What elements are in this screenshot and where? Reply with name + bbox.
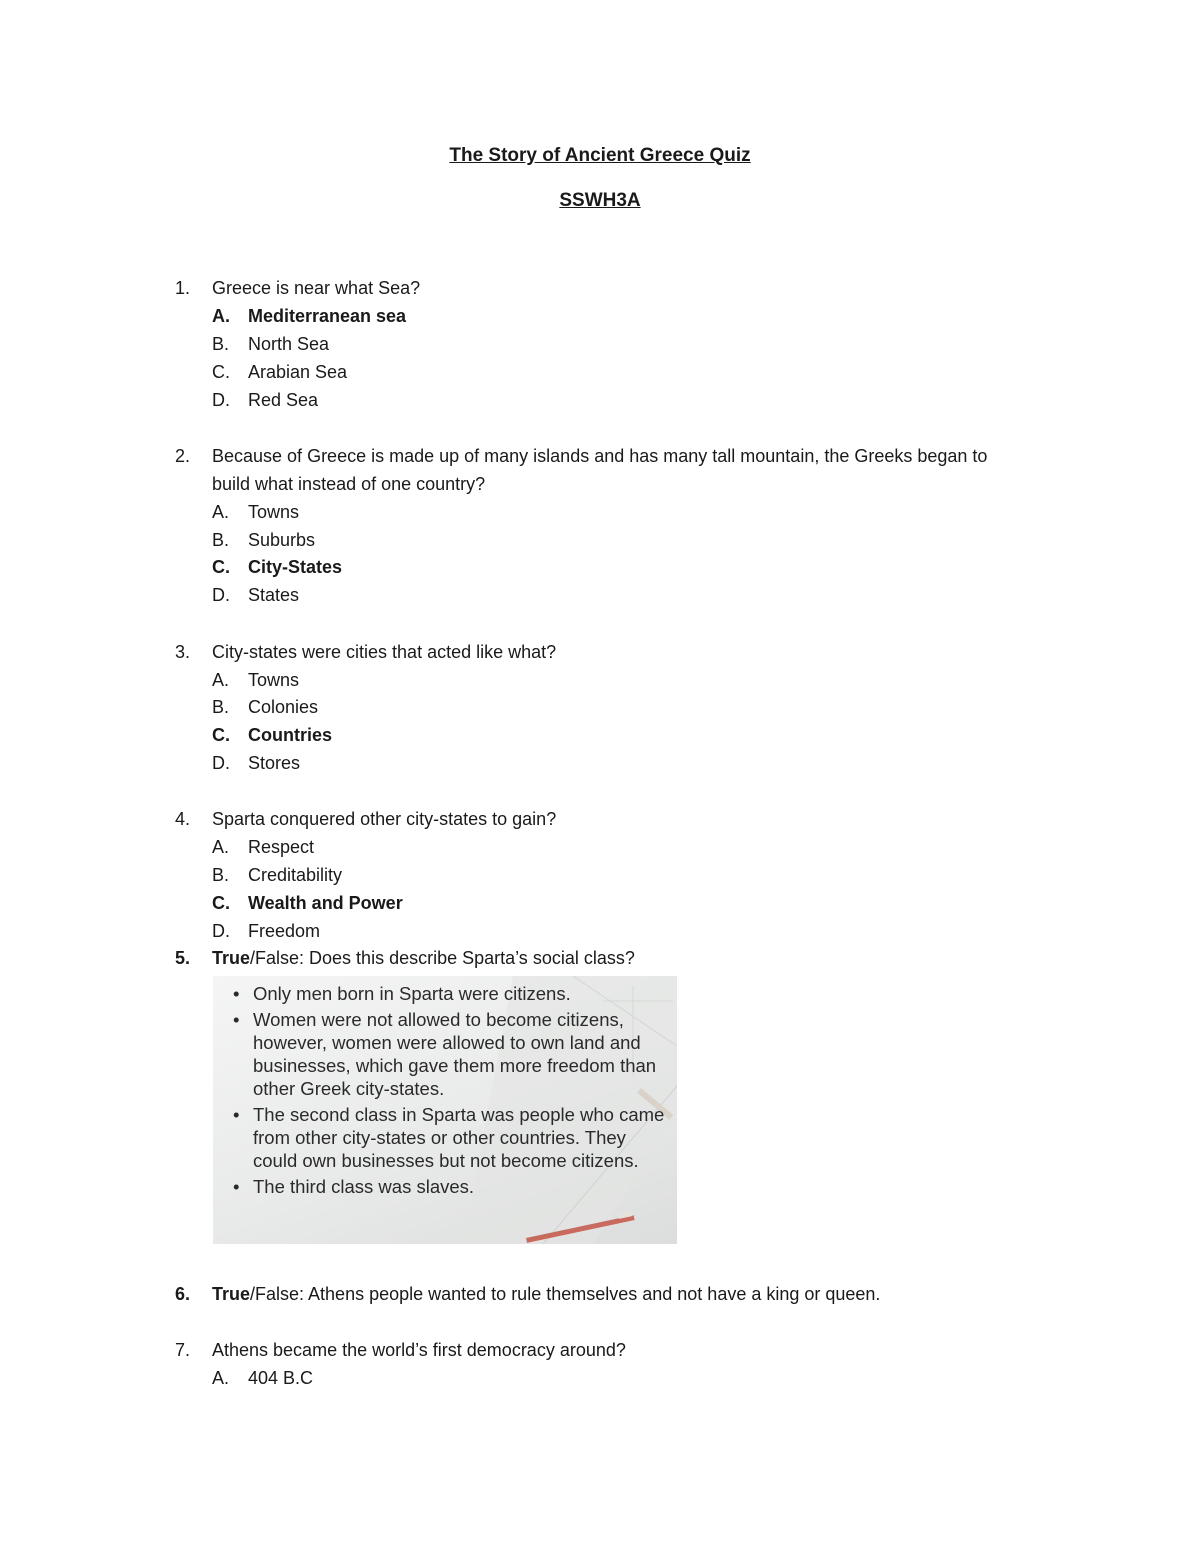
option-text: Colonies xyxy=(248,697,319,717)
question-number: 6. xyxy=(175,1284,191,1304)
option-letter: B. xyxy=(212,697,230,717)
answer-true: True xyxy=(212,1284,251,1304)
slide-bullet: • Only men born in Sparta were citizens. xyxy=(233,983,571,1004)
slide-bullet-text: The third class was slaves. xyxy=(253,1176,475,1197)
quiz-title: The Story of Ancient Greece Quiz xyxy=(449,145,751,166)
option-letter: D. xyxy=(212,753,230,773)
question-text: Greece is near what Sea? xyxy=(212,278,421,298)
question-number: 7. xyxy=(175,1340,191,1360)
sparta-slide-image xyxy=(213,976,677,1244)
slide-bullet-list xyxy=(229,982,669,1201)
standard-code: SSWH3A xyxy=(559,190,641,211)
option-letter: C. xyxy=(212,362,230,382)
slide-bullet: • Women were not allowed to become citizens, however, women were allowed to own land and businesses, which gave them more freedom than other Greek city-states. xyxy=(233,1009,657,1099)
question-body: /False: Athens people wanted to rule themselves and not have a king or queen. xyxy=(250,1284,881,1304)
option-letter: C. xyxy=(212,725,230,745)
option-text: Towns xyxy=(248,670,300,690)
option-letter: D. xyxy=(212,921,230,941)
option-text: Creditability xyxy=(248,865,343,885)
question-text-line-1: Because of Greece is made up of many islands and has many tall mountain, the Greeks began to xyxy=(212,446,988,466)
option-letter: B. xyxy=(212,865,230,885)
slide-bullet-text: Women were not allowed to become citizens, however, women were allowed to own land and businesses, which gave them more freedom than other Greek city-states. xyxy=(253,1009,657,1099)
option-letter: A. xyxy=(212,1368,230,1388)
question-number: 4. xyxy=(175,809,191,829)
question-text: Sparta conquered other city-states to gain? xyxy=(212,809,557,829)
option-letter: A. xyxy=(212,502,230,522)
option-text: Countries xyxy=(248,725,333,745)
question-number: 1. xyxy=(175,278,191,298)
question-text-line-2: build what instead of one country? xyxy=(212,474,486,494)
option-letter: C. xyxy=(212,557,230,577)
question-body: /False: Does this describe Sparta’s social class? xyxy=(250,948,635,968)
option-letter: C. xyxy=(212,893,230,913)
question-number: 5. xyxy=(175,948,191,968)
question-number: 3. xyxy=(175,642,191,662)
option-letter: D. xyxy=(212,585,230,605)
option-text: Towns xyxy=(248,502,300,522)
option-letter: A. xyxy=(212,837,230,857)
option-text: North Sea xyxy=(248,334,330,354)
question-text: City-states were cities that acted like what? xyxy=(212,642,557,662)
option-text: 404 B.C xyxy=(248,1368,314,1388)
option-text: Stores xyxy=(248,753,301,773)
option-text: Wealth and Power xyxy=(248,893,403,913)
slide-bullet: • The second class in Sparta was people who came from other city-states or other countries. They could own businesses but not become citizens. xyxy=(233,1104,665,1171)
option-text: States xyxy=(248,585,300,605)
option-letter: B. xyxy=(212,334,230,354)
question-text xyxy=(212,1280,1062,1308)
option-letter: A. xyxy=(212,306,230,326)
slide-bullet: • The third class was slaves. xyxy=(233,1176,475,1197)
answer-true: True xyxy=(212,948,251,968)
question-number: 2. xyxy=(175,446,191,466)
option-letter: A. xyxy=(212,670,230,690)
option-text: Respect xyxy=(248,837,315,857)
option-letter: D. xyxy=(212,390,230,410)
slide-bullet-text: Only men born in Sparta were citizens. xyxy=(253,983,571,1004)
slide-bullet-text: The second class in Sparta was people who came from other city-states or other countries. They could own businesses but not become citizens. xyxy=(253,1104,665,1171)
question-text: Athens became the world’s first democracy around? xyxy=(212,1340,626,1360)
option-text: Freedom xyxy=(248,921,321,941)
option-letter: B. xyxy=(212,530,230,550)
option-text: Arabian Sea xyxy=(248,362,348,382)
question-text xyxy=(212,944,1062,972)
option-text: Red Sea xyxy=(248,390,319,410)
option-text: Mediterranean sea xyxy=(248,306,407,326)
option-text: Suburbs xyxy=(248,530,316,550)
option-text: City-States xyxy=(248,557,343,577)
